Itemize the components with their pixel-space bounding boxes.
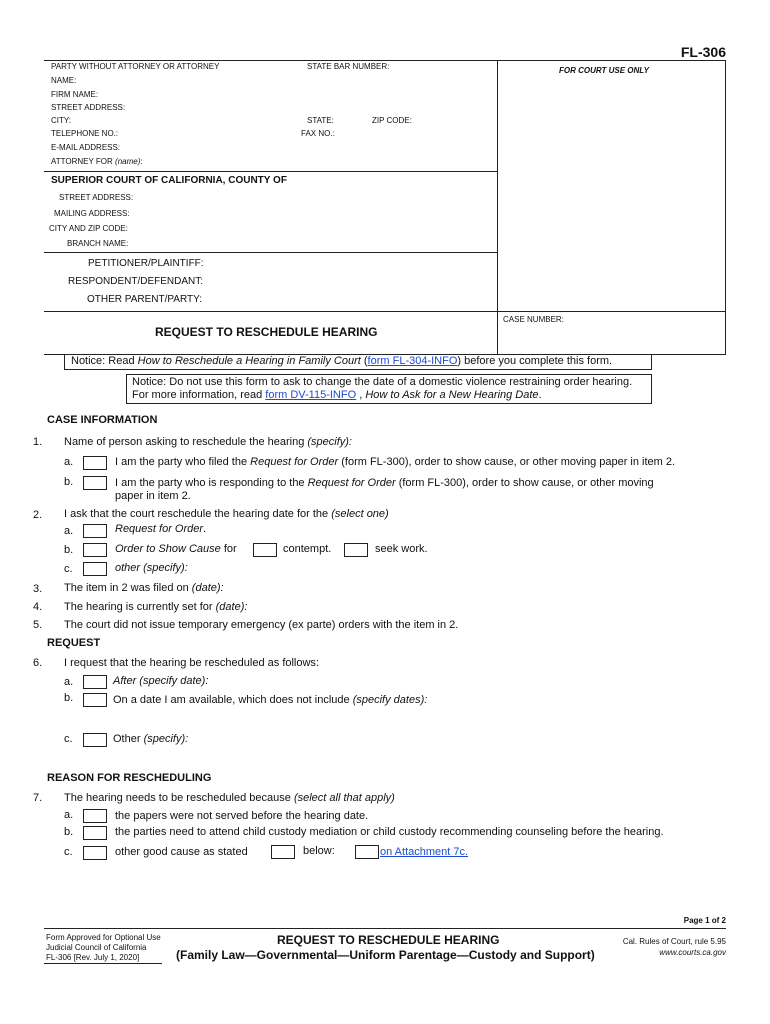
item1a-checkbox[interactable] bbox=[83, 456, 107, 470]
item7a-letter: a. bbox=[64, 809, 74, 821]
item6a-checkbox[interactable] bbox=[83, 675, 107, 689]
email-label: E-MAIL ADDRESS: bbox=[51, 143, 121, 152]
item2c-checkbox[interactable] bbox=[83, 562, 107, 576]
item3-number: 3. bbox=[33, 583, 43, 595]
item7c-attachment-link[interactable]: on Attachment 7c. bbox=[380, 846, 469, 858]
page-number: Page 1 of 2 bbox=[683, 916, 726, 925]
item6c-checkbox[interactable] bbox=[83, 733, 107, 747]
footer-right bbox=[623, 936, 726, 958]
footer-rule-citation: Cal. Rules of Court, rule 5.95 bbox=[622, 937, 726, 946]
item7-number: 7. bbox=[33, 792, 43, 804]
item2a-text: Request for Order. bbox=[115, 523, 207, 535]
court-title: SUPERIOR COURT OF CALIFORNIA, COUNTY OF bbox=[51, 175, 287, 186]
state-bar-label: STATE BAR NUMBER: bbox=[307, 62, 390, 71]
other-party-label: OTHER PARENT/PARTY: bbox=[87, 294, 203, 305]
link-dv115-info[interactable]: form DV-115-INFO bbox=[265, 389, 357, 401]
item1a-letter: a. bbox=[64, 456, 74, 468]
item2c-letter: c. bbox=[64, 563, 73, 575]
state-label: STATE: bbox=[307, 116, 334, 125]
item2b-seek-work-text: seek work. bbox=[375, 543, 428, 555]
footer-rule bbox=[44, 928, 726, 929]
street-label: STREET ADDRESS: bbox=[51, 103, 126, 112]
firm-label: FIRM NAME: bbox=[51, 90, 99, 99]
item6b-checkbox[interactable] bbox=[83, 693, 107, 707]
item7b-checkbox[interactable] bbox=[83, 826, 107, 840]
form-title: REQUEST TO RESCHEDULE HEARING bbox=[155, 325, 378, 339]
city-label: CITY: bbox=[51, 116, 72, 125]
item5-number: 5. bbox=[33, 619, 43, 631]
respondent-label: RESPONDENT/DEFENDANT: bbox=[68, 276, 204, 287]
item7c-below-text: below: bbox=[303, 845, 335, 857]
court-branch-label: BRANCH NAME: bbox=[67, 239, 129, 248]
notice-dv115-line1: Notice: Do not use this form to ask to change the date of a domestic violence restraining order hearing. bbox=[132, 376, 633, 388]
case-info-heading: CASE INFORMATION bbox=[47, 414, 158, 426]
notice-dv115 bbox=[126, 374, 652, 404]
name-label: NAME: bbox=[51, 76, 77, 85]
footer-subtitle: (Family Law—Governmental—Uniform Parentage—Custody and Support) bbox=[176, 948, 595, 962]
item6c-letter: c. bbox=[64, 733, 73, 745]
case-number-label: CASE NUMBER: bbox=[503, 315, 564, 324]
caption-top-border bbox=[44, 60, 726, 61]
item6c-text: Other (specify): bbox=[113, 733, 189, 745]
court-mailing-label: MAILING ADDRESS: bbox=[54, 209, 130, 218]
footer-left-underline bbox=[44, 963, 162, 964]
item2a-letter: a. bbox=[64, 525, 74, 537]
reason-heading: REASON FOR RESCHEDULING bbox=[47, 772, 212, 784]
footer-approval: Form Approved for Optional Use bbox=[46, 933, 161, 942]
item1-text: Name of person asking to reschedule the hearing (specify): bbox=[64, 436, 352, 448]
item1b-letter: b. bbox=[64, 476, 74, 488]
court-section-top-border bbox=[44, 171, 498, 172]
item7c-below-checkbox[interactable] bbox=[271, 845, 295, 859]
item6b-text: On a date I am available, which does not include (specify dates): bbox=[113, 694, 428, 706]
item7a-checkbox[interactable] bbox=[83, 809, 107, 823]
zip-label: ZIP CODE: bbox=[372, 116, 412, 125]
court-city-zip-label: CITY AND ZIP CODE: bbox=[49, 224, 128, 233]
item2b-contempt-checkbox[interactable] bbox=[253, 543, 277, 557]
court-street-label: STREET ADDRESS: bbox=[59, 193, 134, 202]
item6a-letter: a. bbox=[64, 676, 74, 688]
title-section-top-border bbox=[44, 311, 726, 312]
item2-text: I ask that the court reschedule the hearing date for the (select one) bbox=[64, 508, 389, 520]
item2-number: 2. bbox=[33, 509, 43, 521]
notice-dv115-line2: For more information, read form DV-115-INFO , How to Ask for a New Hearing Date. bbox=[132, 389, 542, 401]
item1b-text: I am the party who is responding to the Request for Order (form FL-300), order to show cause, or other moving bbox=[115, 477, 654, 489]
item1a-text: I am the party who filed the Request for Order (form FL-300), order to show cause, or other moving paper in item 2. bbox=[115, 456, 676, 468]
item2b-text: Order to Show Cause for bbox=[115, 543, 237, 555]
item2b-contempt-text: contempt. bbox=[283, 543, 332, 555]
petitioner-label: PETITIONER/PLAINTIFF: bbox=[88, 258, 204, 269]
item7c-text: other good cause as stated bbox=[115, 846, 248, 858]
item6a-text: After (specify date): bbox=[113, 675, 209, 687]
item7b-letter: b. bbox=[64, 826, 74, 838]
notice-fl304: Notice: Read How to Reschedule a Hearing in Family Court (form FL-304-INFO) before you complete this form. bbox=[64, 354, 652, 370]
party-label: PARTY WITHOUT ATTORNEY OR ATTORNEY bbox=[51, 62, 220, 71]
item2b-seek-work-checkbox[interactable] bbox=[344, 543, 368, 557]
footer-website: www.courts.ca.gov bbox=[659, 948, 726, 957]
request-heading: REQUEST bbox=[47, 637, 101, 649]
fax-label: FAX NO.: bbox=[301, 129, 335, 138]
item1b-text-line2: paper in item 2. bbox=[115, 490, 191, 502]
item4-number: 4. bbox=[33, 601, 43, 613]
item1-number: 1. bbox=[33, 436, 43, 448]
link-fl304-info[interactable]: form FL-304-INFO bbox=[367, 355, 458, 367]
item6-text: I request that the hearing be rescheduled as follows: bbox=[64, 657, 319, 669]
item7-text: The hearing needs to be rescheduled because (select all that apply) bbox=[64, 792, 395, 804]
item4-text: The hearing is currently set for (date): bbox=[64, 601, 248, 613]
item7b-text: the parties need to attend child custody mediation or child custody recommending counseling before the hearing. bbox=[115, 826, 664, 838]
item1b-checkbox[interactable] bbox=[83, 476, 107, 490]
item3-text: The item in 2 was filed on (date): bbox=[64, 582, 224, 594]
court-use-label: FOR COURT USE ONLY bbox=[559, 66, 649, 75]
item7c-letter: c. bbox=[64, 846, 73, 858]
item7c-attachment-checkbox[interactable] bbox=[355, 845, 379, 859]
item6-number: 6. bbox=[33, 657, 43, 669]
item6b-letter: b. bbox=[64, 692, 74, 704]
footer-title: REQUEST TO RESCHEDULE HEARING bbox=[277, 933, 500, 947]
item2b-letter: b. bbox=[64, 544, 74, 556]
item2b-checkbox[interactable] bbox=[83, 543, 107, 557]
item2a-checkbox[interactable] bbox=[83, 524, 107, 538]
item2c-text: other (specify): bbox=[115, 562, 188, 574]
form-id: FL-306 bbox=[680, 44, 726, 60]
telephone-label: TELEPHONE NO.: bbox=[51, 129, 119, 138]
item7a-text: the papers were not served before the hearing date. bbox=[115, 810, 369, 822]
item7c-checkbox[interactable] bbox=[83, 846, 107, 860]
footer-left bbox=[46, 933, 161, 963]
footer-council: Judicial Council of California bbox=[46, 943, 147, 952]
attorney-for-label: ATTORNEY FOR (name): bbox=[51, 157, 143, 166]
footer-revision: FL-306 [Rev. July 1, 2020] bbox=[46, 953, 140, 962]
parties-section-top-border bbox=[44, 252, 498, 253]
item5-text: The court did not issue temporary emergency (ex parte) orders with the item in 2. bbox=[64, 619, 459, 631]
